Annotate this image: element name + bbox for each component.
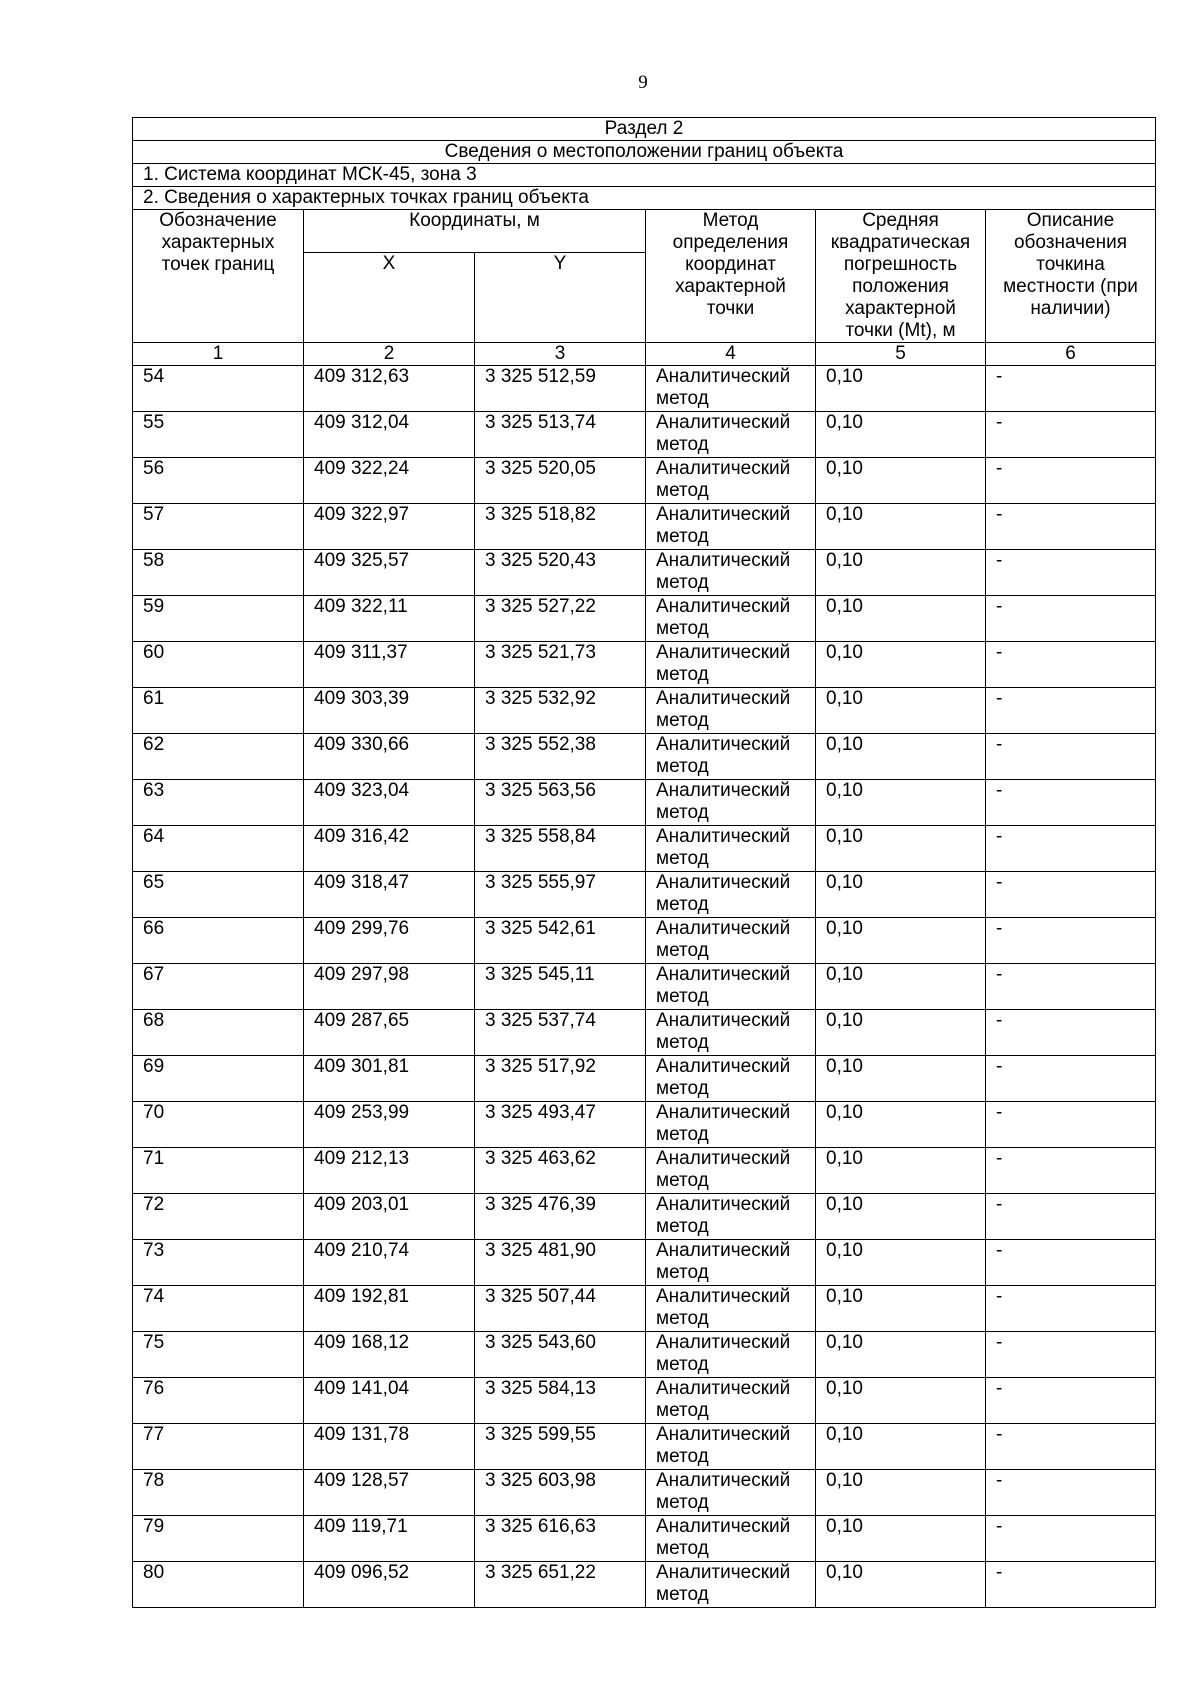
table-row bbox=[133, 1516, 1156, 1562]
table-row bbox=[133, 1332, 1156, 1378]
cell-method: Аналитический метод bbox=[646, 412, 816, 458]
cell-method: Аналитический метод bbox=[646, 780, 816, 826]
cell-description: - bbox=[986, 780, 1156, 826]
cell-point-id: 68 bbox=[133, 1010, 304, 1056]
cell-point-id: 56 bbox=[133, 458, 304, 504]
cell-y-coordinate: 3 325 520,05 bbox=[475, 458, 646, 504]
column-number: 6 bbox=[986, 343, 1156, 366]
cell-description: - bbox=[986, 1194, 1156, 1240]
cell-method: Аналитический метод bbox=[646, 734, 816, 780]
cell-description: - bbox=[986, 1286, 1156, 1332]
header-method: Метод определения координат характерной точки bbox=[646, 210, 816, 343]
table-row bbox=[133, 458, 1156, 504]
cell-x-coordinate: 409 301,81 bbox=[304, 1056, 475, 1102]
cell-error: 0,10 bbox=[816, 1010, 986, 1056]
cell-y-coordinate: 3 325 543,60 bbox=[475, 1332, 646, 1378]
cell-method: Аналитический метод bbox=[646, 1332, 816, 1378]
cell-x-coordinate: 409 312,04 bbox=[304, 412, 475, 458]
cell-y-coordinate: 3 325 481,90 bbox=[475, 1240, 646, 1286]
cell-point-id: 79 bbox=[133, 1516, 304, 1562]
cell-x-coordinate: 409 311,37 bbox=[304, 642, 475, 688]
cell-y-coordinate: 3 325 521,73 bbox=[475, 642, 646, 688]
cell-error: 0,10 bbox=[816, 366, 986, 412]
cell-method: Аналитический метод bbox=[646, 1470, 816, 1516]
cell-error: 0,10 bbox=[816, 458, 986, 504]
table-row bbox=[133, 964, 1156, 1010]
cell-point-id: 72 bbox=[133, 1194, 304, 1240]
cell-method: Аналитический метод bbox=[646, 1010, 816, 1056]
cell-error: 0,10 bbox=[816, 412, 986, 458]
cell-y-coordinate: 3 325 517,92 bbox=[475, 1056, 646, 1102]
cell-y-coordinate: 3 325 512,59 bbox=[475, 366, 646, 412]
table-row bbox=[133, 1562, 1156, 1608]
table-row bbox=[133, 918, 1156, 964]
header-coords: Координаты, м bbox=[304, 210, 646, 253]
header-point: Обозначение характерных точек границ bbox=[133, 210, 304, 343]
table-row bbox=[133, 1010, 1156, 1056]
column-number: 5 bbox=[816, 343, 986, 366]
cell-error: 0,10 bbox=[816, 504, 986, 550]
cell-y-coordinate: 3 325 603,98 bbox=[475, 1470, 646, 1516]
table-row bbox=[133, 1056, 1156, 1102]
section-subtitle: Сведения о местоположении границ объекта bbox=[133, 141, 1156, 164]
cell-point-id: 63 bbox=[133, 780, 304, 826]
cell-description: - bbox=[986, 1516, 1156, 1562]
cell-point-id: 70 bbox=[133, 1102, 304, 1148]
table-row bbox=[133, 1286, 1156, 1332]
cell-error: 0,10 bbox=[816, 918, 986, 964]
cell-error: 0,10 bbox=[816, 1516, 986, 1562]
table-row bbox=[133, 1102, 1156, 1148]
cell-method: Аналитический метод bbox=[646, 918, 816, 964]
cell-description: - bbox=[986, 1102, 1156, 1148]
cell-method: Аналитический метод bbox=[646, 1102, 816, 1148]
cell-description: - bbox=[986, 1332, 1156, 1378]
column-number: 3 bbox=[475, 343, 646, 366]
cell-x-coordinate: 409 096,52 bbox=[304, 1562, 475, 1608]
column-number: 1 bbox=[133, 343, 304, 366]
cell-point-id: 61 bbox=[133, 688, 304, 734]
cell-method: Аналитический метод bbox=[646, 1378, 816, 1424]
table-row bbox=[133, 688, 1156, 734]
table-row bbox=[133, 642, 1156, 688]
cell-y-coordinate: 3 325 476,39 bbox=[475, 1194, 646, 1240]
table-row bbox=[133, 412, 1156, 458]
cell-y-coordinate: 3 325 651,22 bbox=[475, 1562, 646, 1608]
cell-description: - bbox=[986, 872, 1156, 918]
section-title: Раздел 2 bbox=[133, 118, 1156, 141]
table-row bbox=[133, 780, 1156, 826]
cell-point-id: 67 bbox=[133, 964, 304, 1010]
cell-point-id: 54 bbox=[133, 366, 304, 412]
cell-x-coordinate: 409 192,81 bbox=[304, 1286, 475, 1332]
cell-description: - bbox=[986, 734, 1156, 780]
cell-point-id: 74 bbox=[133, 1286, 304, 1332]
table-row bbox=[133, 1378, 1156, 1424]
cell-x-coordinate: 409 287,65 bbox=[304, 1010, 475, 1056]
cell-y-coordinate: 3 325 463,62 bbox=[475, 1148, 646, 1194]
cell-method: Аналитический метод bbox=[646, 688, 816, 734]
points-title-line: 2. Сведения о характерных точках границ объекта bbox=[133, 187, 1156, 210]
cell-method: Аналитический метод bbox=[646, 872, 816, 918]
cell-error: 0,10 bbox=[816, 1286, 986, 1332]
header-x: X bbox=[304, 252, 475, 342]
cell-y-coordinate: 3 325 599,55 bbox=[475, 1424, 646, 1470]
cell-x-coordinate: 409 168,12 bbox=[304, 1332, 475, 1378]
cell-description: - bbox=[986, 964, 1156, 1010]
cell-y-coordinate: 3 325 520,43 bbox=[475, 550, 646, 596]
table-row bbox=[133, 550, 1156, 596]
cell-y-coordinate: 3 325 552,38 bbox=[475, 734, 646, 780]
cell-y-coordinate: 3 325 563,56 bbox=[475, 780, 646, 826]
cell-method: Аналитический метод bbox=[646, 826, 816, 872]
boundary-points-table bbox=[132, 117, 1156, 1608]
table-row bbox=[133, 1240, 1156, 1286]
table-row bbox=[133, 504, 1156, 550]
cell-x-coordinate: 409 323,04 bbox=[304, 780, 475, 826]
cell-point-id: 62 bbox=[133, 734, 304, 780]
cell-error: 0,10 bbox=[816, 1056, 986, 1102]
cell-description: - bbox=[986, 366, 1156, 412]
column-number: 2 bbox=[304, 343, 475, 366]
cell-error: 0,10 bbox=[816, 1332, 986, 1378]
cell-error: 0,10 bbox=[816, 964, 986, 1010]
cell-description: - bbox=[986, 412, 1156, 458]
cell-method: Аналитический метод bbox=[646, 1516, 816, 1562]
cell-point-id: 75 bbox=[133, 1332, 304, 1378]
cell-error: 0,10 bbox=[816, 642, 986, 688]
cell-y-coordinate: 3 325 513,74 bbox=[475, 412, 646, 458]
cell-error: 0,10 bbox=[816, 1102, 986, 1148]
cell-point-id: 73 bbox=[133, 1240, 304, 1286]
cell-x-coordinate: 409 325,57 bbox=[304, 550, 475, 596]
cell-point-id: 76 bbox=[133, 1378, 304, 1424]
cell-y-coordinate: 3 325 542,61 bbox=[475, 918, 646, 964]
cell-y-coordinate: 3 325 532,92 bbox=[475, 688, 646, 734]
cell-y-coordinate: 3 325 527,22 bbox=[475, 596, 646, 642]
cell-point-id: 80 bbox=[133, 1562, 304, 1608]
header-description: Описание обозначения точкина местности (при наличии) bbox=[986, 210, 1156, 343]
cell-description: - bbox=[986, 1562, 1156, 1608]
cell-error: 0,10 bbox=[816, 1148, 986, 1194]
cell-point-id: 71 bbox=[133, 1148, 304, 1194]
cell-method: Аналитический метод bbox=[646, 1286, 816, 1332]
cell-error: 0,10 bbox=[816, 1240, 986, 1286]
cell-x-coordinate: 409 141,04 bbox=[304, 1378, 475, 1424]
cell-x-coordinate: 409 210,74 bbox=[304, 1240, 475, 1286]
cell-x-coordinate: 409 299,76 bbox=[304, 918, 475, 964]
cell-description: - bbox=[986, 1424, 1156, 1470]
cell-point-id: 60 bbox=[133, 642, 304, 688]
cell-method: Аналитический метод bbox=[646, 642, 816, 688]
cell-description: - bbox=[986, 1240, 1156, 1286]
page-number: 9 bbox=[638, 72, 648, 93]
cell-description: - bbox=[986, 826, 1156, 872]
table-row bbox=[133, 1424, 1156, 1470]
cell-description: - bbox=[986, 596, 1156, 642]
cell-description: - bbox=[986, 1010, 1156, 1056]
cell-method: Аналитический метод bbox=[646, 1240, 816, 1286]
cell-y-coordinate: 3 325 493,47 bbox=[475, 1102, 646, 1148]
cell-point-id: 65 bbox=[133, 872, 304, 918]
cell-method: Аналитический метод bbox=[646, 1148, 816, 1194]
cell-point-id: 59 bbox=[133, 596, 304, 642]
cell-x-coordinate: 409 253,99 bbox=[304, 1102, 475, 1148]
table-row bbox=[133, 734, 1156, 780]
cell-error: 0,10 bbox=[816, 734, 986, 780]
cell-error: 0,10 bbox=[816, 1470, 986, 1516]
table-row bbox=[133, 1470, 1156, 1516]
cell-point-id: 64 bbox=[133, 826, 304, 872]
cell-method: Аналитический метод bbox=[646, 550, 816, 596]
cell-y-coordinate: 3 325 616,63 bbox=[475, 1516, 646, 1562]
cell-description: - bbox=[986, 688, 1156, 734]
cell-x-coordinate: 409 322,11 bbox=[304, 596, 475, 642]
cell-description: - bbox=[986, 550, 1156, 596]
cell-x-coordinate: 409 212,13 bbox=[304, 1148, 475, 1194]
cell-error: 0,10 bbox=[816, 688, 986, 734]
cell-x-coordinate: 409 330,66 bbox=[304, 734, 475, 780]
cell-error: 0,10 bbox=[816, 1194, 986, 1240]
cell-method: Аналитический метод bbox=[646, 366, 816, 412]
cell-y-coordinate: 3 325 518,82 bbox=[475, 504, 646, 550]
cell-method: Аналитический метод bbox=[646, 1194, 816, 1240]
header-error: Средняя квадратическая погрешность положения характерной точки (Mt), м bbox=[816, 210, 986, 343]
cell-method: Аналитический метод bbox=[646, 964, 816, 1010]
cell-method: Аналитический метод bbox=[646, 1056, 816, 1102]
cell-x-coordinate: 409 119,71 bbox=[304, 1516, 475, 1562]
cell-x-coordinate: 409 203,01 bbox=[304, 1194, 475, 1240]
cell-y-coordinate: 3 325 545,11 bbox=[475, 964, 646, 1010]
cell-error: 0,10 bbox=[816, 826, 986, 872]
cell-error: 0,10 bbox=[816, 1562, 986, 1608]
cell-error: 0,10 bbox=[816, 872, 986, 918]
cell-description: - bbox=[986, 1056, 1156, 1102]
header-y: Y bbox=[475, 252, 646, 342]
table-row bbox=[133, 366, 1156, 412]
cell-method: Аналитический метод bbox=[646, 1424, 816, 1470]
cell-method: Аналитический метод bbox=[646, 596, 816, 642]
cell-description: - bbox=[986, 1378, 1156, 1424]
cell-description: - bbox=[986, 918, 1156, 964]
cell-point-id: 55 bbox=[133, 412, 304, 458]
table-row bbox=[133, 1148, 1156, 1194]
cell-point-id: 78 bbox=[133, 1470, 304, 1516]
cell-y-coordinate: 3 325 584,13 bbox=[475, 1378, 646, 1424]
cell-method: Аналитический метод bbox=[646, 458, 816, 504]
cell-y-coordinate: 3 325 558,84 bbox=[475, 826, 646, 872]
cell-x-coordinate: 409 128,57 bbox=[304, 1470, 475, 1516]
cell-description: - bbox=[986, 642, 1156, 688]
column-number: 4 bbox=[646, 343, 816, 366]
cell-error: 0,10 bbox=[816, 1378, 986, 1424]
cell-description: - bbox=[986, 1470, 1156, 1516]
table-row bbox=[133, 1194, 1156, 1240]
cell-point-id: 77 bbox=[133, 1424, 304, 1470]
cell-error: 0,10 bbox=[816, 596, 986, 642]
cell-error: 0,10 bbox=[816, 780, 986, 826]
cell-error: 0,10 bbox=[816, 550, 986, 596]
table-row bbox=[133, 826, 1156, 872]
cell-y-coordinate: 3 325 555,97 bbox=[475, 872, 646, 918]
cell-x-coordinate: 409 318,47 bbox=[304, 872, 475, 918]
cell-point-id: 58 bbox=[133, 550, 304, 596]
cell-method: Аналитический метод bbox=[646, 504, 816, 550]
cell-x-coordinate: 409 316,42 bbox=[304, 826, 475, 872]
cell-x-coordinate: 409 312,63 bbox=[304, 366, 475, 412]
cell-method: Аналитический метод bbox=[646, 1562, 816, 1608]
cell-point-id: 69 bbox=[133, 1056, 304, 1102]
cell-x-coordinate: 409 297,98 bbox=[304, 964, 475, 1010]
cell-y-coordinate: 3 325 537,74 bbox=[475, 1010, 646, 1056]
cell-description: - bbox=[986, 458, 1156, 504]
table-row bbox=[133, 872, 1156, 918]
cell-error: 0,10 bbox=[816, 1424, 986, 1470]
cell-x-coordinate: 409 322,24 bbox=[304, 458, 475, 504]
cell-x-coordinate: 409 303,39 bbox=[304, 688, 475, 734]
cell-point-id: 57 bbox=[133, 504, 304, 550]
cell-x-coordinate: 409 322,97 bbox=[304, 504, 475, 550]
cell-point-id: 66 bbox=[133, 918, 304, 964]
coord-system-line: 1. Система координат МСК-45, зона 3 bbox=[133, 164, 1156, 187]
cell-x-coordinate: 409 131,78 bbox=[304, 1424, 475, 1470]
cell-y-coordinate: 3 325 507,44 bbox=[475, 1286, 646, 1332]
table-row bbox=[133, 596, 1156, 642]
cell-description: - bbox=[986, 504, 1156, 550]
cell-description: - bbox=[986, 1148, 1156, 1194]
